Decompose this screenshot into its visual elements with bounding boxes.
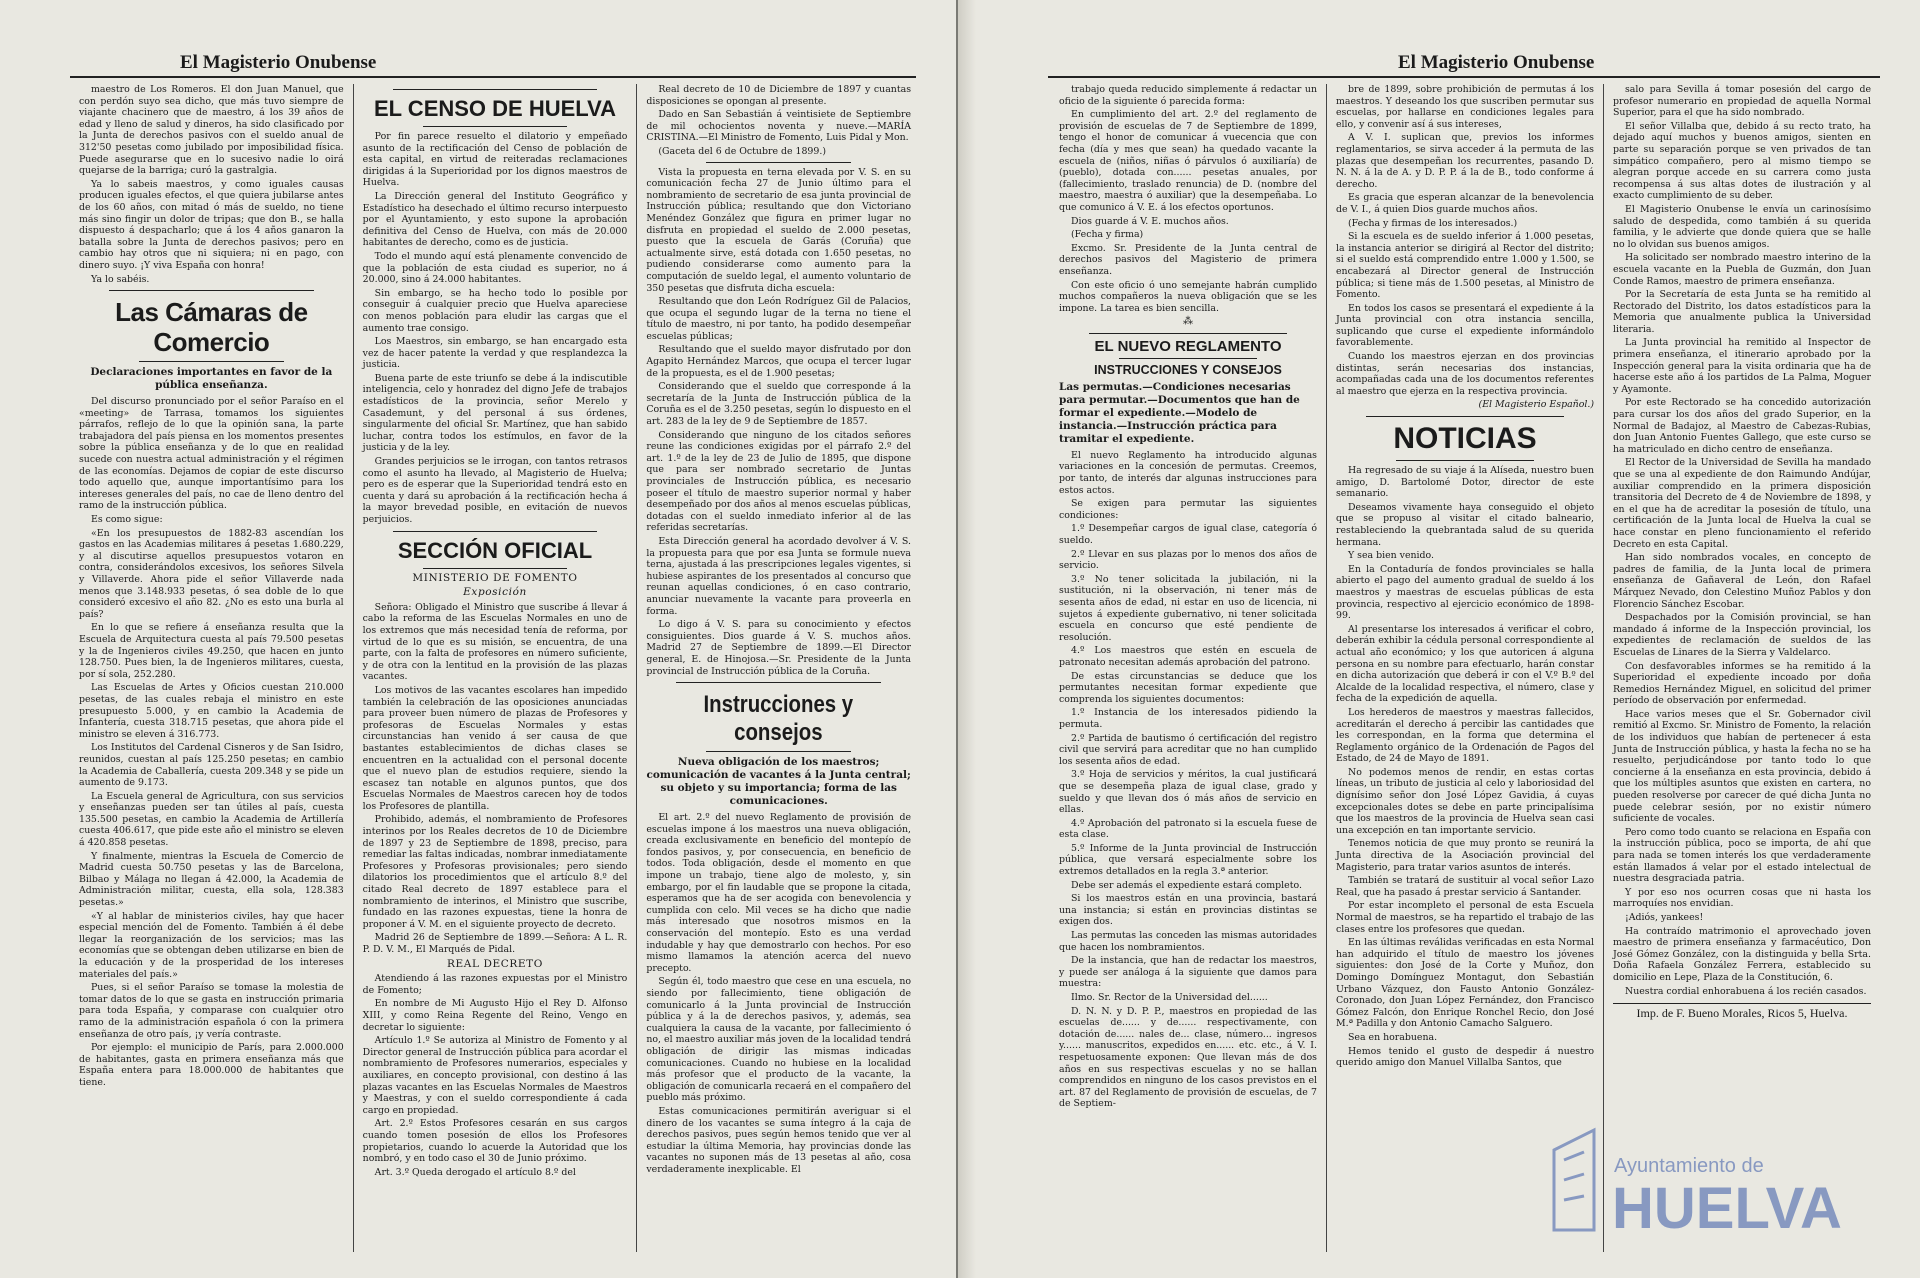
paragraph: Despachados por la Comisión provincial, se han mandado á informe de la Inspección provincial, los expedientes de reclamación de sueldos de las Escuelas de Linares de la Sierra y Valdelarco. [1613,612,1871,658]
divider [139,361,284,362]
paragraph: Los herederos de maestros y maestras fallecidos, acreditarán el derecho á percibir las cantidades que les correspondan, en la forma que determina el Reglamento orgánico de la Ordenación de Pagos del Estado, de 24 de Mayo de 1891. [1336,706,1594,765]
reglamento-heading: EL NUEVO REGLAMENTO [1094,337,1282,355]
reglamento-text [1059,450,1317,1110]
noticias-text [1336,465,1594,1069]
paragraph: Si la escuela es de sueldo inferior á 1.000 pesetas, la instancia anterior se dirigirá al Rector del distrito; si el sueldo está comprendido entre 1.000 y 1.500, se encabezará al Director general de Instrucción pública; si tiene más de 1.500 pesetas, al Ministro de Fomento. [1336,231,1594,301]
divider [676,682,881,683]
stamp-main-text: HUELVA [1612,1176,1842,1241]
divider [1089,333,1287,334]
paragraph: Cuando los maestros ejerzan en dos provincias distintas, serán necesarias dos instancias, acompañadas cada una de los documentos referentes al maestro que ejerza en la respectiva provincia. [1336,351,1594,397]
divider [1119,358,1257,359]
instrucciones-text [646,812,911,1175]
paragraph: Real decreto de 10 de Diciembre de 1897 y cuantas disposiciones se opongan al presente. [646,84,912,107]
paragraph: De la instancia, que han de redactar los maestros, y puede ser análoga á la siguiente que damos para muestra: [1059,955,1317,990]
paragraph: Señora: Obligado el Ministro que suscribe á llevar á cabo la reforma de las Escuelas Normales en uno de los extremos que más necesidad tenía de reforma, por virtud de lo que es su misión, se encuentra, de una parte, con la falta de profesores en número suficiente, y de otra con la lentitud en la provisión de las plazas vacantes. [362,601,628,683]
paragraph: Los Institutos del Cardenal Cisneros y de San Isidro, reunidos, cuestan al país 125.250 pesetas; en cambio la Academia de Caballería, cuesta 209.348 y se pide un aumento de 9.173. [79,742,344,789]
paragraph: Art. 3.º Queda derogado el artículo 8.º del [374,1166,576,1178]
header-rule [70,76,916,78]
paragraph: En todos los casos se presentará el expediente á la Junta provincial con otra instancia sencilla, suplicando que curse el expediente informándolo favorablemente. [1336,302,1594,349]
divider [1366,416,1564,417]
paragraph: Según él, todo maestro que cese en una escuela, no siendo por fallecimiento, tiene obligación de comunicarlo á la Junta provincial de Instrucción pública y á la de derechos pasivos, y, además, sea cualquiera la causa de la vacante, por fallecimiento ó no, el maestro auxiliar más joven de la localidad tendrá obligación de dirigir las mismas indicadas comunicaciones. Cuando no hubiese en la localidad más profesor que el producto de la vacante, la obligación de comunicarla recaerá en el compañero del pueblo más próximo. [646,976,912,1104]
ministerio-label: MINISTERIO DE FOMENTO [412,571,578,584]
reglamento-lead: Las permutas.—Condiciones necesarias para permutar.—Documentos que han de formar el expediente.—Modelo de instancia.—Instrucción práctica para tramitar el expediente. [1059,380,1300,445]
asterism: ⁂ [1183,316,1193,328]
paragraph: El art. 2.º del nuevo Reglamento de provisión de escuelas impone á los maestros una nueva obligación, creada exclusivamente en beneficio del montepío de fondos pasivos, y, por consecuencia, en beneficio de todos. Toda obligación, desde el momento en que impone un trabajo, tiene algo de molesto, y, sin embargo, por el fin laudable que se propone la citada, esperamos que ha de ser acogida con benevolencia y cumplida con celo. Mil veces se ha dicho que nadie más interesado que nosotros mismos en la conservación del montepío. Esto es una verdad indudable y hay que demostrarlo con hechos. Por eso mismo llamamos la atención acerca del nuevo precepto. [646,812,912,974]
paragraph: Resultando que don León Rodríguez Gil de Palacios, que ocupa el segundo lugar de la terna no tiene el título de maestro, ni por tanto, ha podido desempeñar escuelas públicas; [646,296,912,342]
paragraph: Con desfavorables informes se ha remitido á la Superioridad el expediente incoado por doña Remedios Hernández Miguel, en solicitud del primer período de observación por enfermedad. [1613,660,1871,707]
resolucion-text [646,167,911,678]
paragraph: Han sido nombrados vocales, en concepto de padres de familia, de la Junta local de primera enseñanza de Gañaveral de León, don Rafael Márquez Nevado, don Celestino Muñoz Pablos y don Florencio Sánchez Escobar. [1613,552,1871,610]
paragraph: Se exigen para permutar las siguientes condiciones: [1059,498,1317,521]
paragraph: bre de 1899, sobre prohibición de permutas á los maestros. Y deseando los que suscriben permutar sus escuelas, por hallarse en condiciones legales para ello, y convenir así á sus intereses, [1336,84,1594,130]
paragraph: «En los presupuestos de 1882-83 ascendían los gastos en las Academias militares á pesetas 1.680.229, y al discutirse aquellos presupuestos votaron en contra, considerándolos excesivos, los señores Silvela y Villaverde. Ahora pide el señor Villaverde nada menos que 3.148.933 pesetas, ó sea doble de lo que consideró excesivo el año 82. ¿No es esto una burla al país? [79,527,344,620]
paragraph: A V. I. suplican que, previos los informes reglamentarios, se sirva acceder á la permuta de las plazas que desempeñan los recurrentes, pasando D. N. N. á la de A. y D. P. P. á la de B., todo conforme á derecho. [1336,132,1594,190]
masthead-right: El Magisterio Onubense [1398,52,1595,73]
paragraph: Es como sigue: [91,514,163,526]
seccion-oficial-heading: SECCIÓN OFICIAL [397,537,593,563]
paragraph: D. N. N. y D. P. P., maestros en propiedad de las escuelas de...... y de...... respectivamente, con dotación de...... nales de... clase, número... ingresos y...... manuscritos, expedidos en...... etc. etc., á V. I. respetuosamente exponen: Que llevan más de dos años en sus respectivas escuelas y no se hallan comprendidos en ninguno de los casos previstos en el art. 87 del Reglamento de provisión de escuelas, de 7 de Septiem- [1059,1005,1317,1110]
camaras-heading: Las Cámaras de Comercio [115,297,308,358]
paragraph: Al presentarse los interesados á verificar el cobro, deberán exhibir la cédula personal correspondiente al actual año económico; y los que autoricen á alguna persona en su nombre para efectuarlo, harán constar en dicha autorización que deberá ir con el V.º B.º del Alcalde de la localidad respectiva, el número, clase y fecha de la expedición de aquella. [1336,623,1594,705]
paragraph: Ya lo sabeis maestros, y como iguales causas producen iguales efectos, el que quiera jubilarse antes de los 60 años, con mitad ó más de sueldo, no tiene más sino fingir un dolor de tripas; que don B., se halla dispuesto á despacharlo; que á los 4 años ganaron la batalla sobre la Junta de derechos pasivos; pero en cambio hay otros que ni siquiera; ni en pago, con dinero suyo. ¡Y viva España con honra! [79,178,344,271]
divider [393,531,598,532]
paragraph: De estas circunstancias se deduce que los permutantes necesitan formar expediente que comprenda los siguientes documentos: [1059,670,1317,705]
paragraph: 3.º No tener solicitada la jubilación, ni la sustitución, ni la observación, ni tener más de sesenta años de edad, ni estar en uso de licencia, ni sujetos á expediente gubernativo, ni tener solicitada escuela en concurso que esté pendiente de resolución. [1059,573,1317,643]
paragraph: 2.º Llevar en sus plazas por lo menos dos años de servicio. [1059,548,1317,572]
intro-text [79,84,344,285]
paragraph: Hemos tenido el gusto de despedir á nuestro querido amigo don Manuel Villalba Santos, que [1336,1045,1594,1069]
paragraph: «Y al hablar de ministerios civiles, hay que hacer especial mención del de Fomento. También á él debe llegar la reorganización de los servicios; mas las economías que se obtengan deben utilizarse en bien de la educación y de la prosperidad de los intereses materiales del país.» [79,910,344,980]
paragraph: Sin embargo, se ha hecho todo lo posible por conseguir á cualquier precio que Huelva apareciese con menos población para eludir las cargas que el aumento trae consigo. [362,287,628,334]
paragraph: Atendiendo á las razones expuestas por el Ministro de Fomento; [362,973,628,996]
decreto-end-text [646,84,911,158]
instancia-text [1336,84,1594,397]
instrucciones-subtitle: Nueva obligación de los maestros; comunicación de vacantes á la Junta central; su objeto y su importancia; forma de las comunicaciones. [646,756,911,808]
paragraph: Hace varios meses que el Sr. Gobernador civil remitió al Excmo. Sr. Ministro de Fomento, la relación de los individuos que habían de pertenecer á esta Junta de Instrucción pública, y hasta la fecha no se ha resuelto, perjudicándose por tanto todo lo que concierne á la enseñanza en esta provincia, debido á que los múltiples asuntos que existen en cartera, no pueden resolverse por carecer de qué dicha Junta no puede celebrar sesión, por no existir número suficiente de vocales. [1613,708,1871,825]
paragraph: Ya lo sabéis. [91,273,150,285]
real-decreto-label: REAL DECRETO [447,957,543,970]
paragraph: Considerando que el sueldo que corresponde á la secretaría de la Junta de Instrucción pública de la Coruña es el de 3.250 pesetas, según lo dispuesto en el art. 283 de la ley de 9 de Septiembre de 1857. [646,381,912,428]
paragraph: Prohibido, además, el nombramiento de Profesores interinos por los Reales decretos de 10 de Diciembre de 1897 y 23 de Septiembre de 1898, preciso, para remediar las faltas indicadas, nombrar inmediatamente Profesores y Profesoras provisionales; pero siendo dilatorios los procedimientos que el artículo 8.º del citado Real decreto de 1897 establece para el nombramiento de interinos, el Ministro que suscribe, fundado en las razones expuestas, tiene la honra de proponer á V. M. en el siguiente proyecto de decreto. [362,814,628,930]
paragraph: Ilmo. Sr. Rector de la Universidad del...... [1071,992,1268,1003]
noticias-continued-text [1613,84,1871,997]
paragraph: Grandes perjuicios se le irrogan, con tantos retrasos como el asunto ha llevado, al Magisterio de Huelva; pero es de esperar que la Superioridad tendrá esto en cuenta y dará su aprobación á la rectificación hecha á la mayor brevedad posible, en evitación de nuevos perjuicios. [362,456,628,525]
paragraph: Y sea bien venido. [1348,550,1435,562]
paragraph: La Escuela general de Agricultura, con sus servicios y enseñanzas pueden ser tan útiles al país, cuesta 135.500 pesetas, en cambio la Academia de Artillería cuesta 406.617, que pide este año el ministro se eleven á 420.858 pesetas. [79,790,344,849]
paragraph: El Magisterio Onubense le envía un carinosísimo saludo de despedida, como también á su querida familia, y le advierte que donde quiera que se halle no lo olvidan sus buenos amigos. [1613,203,1871,250]
paragraph: El Rector de la Universidad de Sevilla ha mandado que se una al expediente de don Raimundo Andújar, auxiliar comprendido en la primera disposición transitoria del Decreto de 4 de Noviembre de 1898, y en el que ha de acreditar la posesión de título, una certificación de la Junta local de Huelva la cual se hace constar en pleno funcionamiento el referido Decreto en esta Capital. [1613,457,1871,550]
paragraph: Ha regresado de su viaje á la Alíseda, nuestro buen amigo, D. Bartolomé Dotor, director de este semanario. [1336,465,1594,500]
paragraph: Madrid 26 de Septiembre de 1899.—Señora: A L. R. P. D. V. M., El Marqués de Pidal. [362,932,628,955]
paragraph: La Dirección general del Instituto Geográfico y Estadístico ha desechado el último recurso interpuesto por el Ayuntamiento, y esto supone la aprobación definitiva del Censo de Huelva, con más de 20.000 habitantes de derecho, como es de justicia. [362,190,628,249]
paragraph: Del discurso pronunciado por el señor Paraíso en el «meeting» de Tarrasa, tomamos los siguientes párrafos, reflejo de lo que la opinión sana, la parte trabajadora del país piensa en los momentos presentes sobre la pública enseñanza y de lo que en realidad sucede con nuestra actual administración y el régimen de las economías. Dejamos de copiar de este discurso todo aquello que, aunque importantísimo para los intereses generales del país, no cae de lleno dentro del ramo de la instrucción pública. [79,396,344,512]
paragraph: Y finalmente, mientras la Escuela de Comercio de Madrid cuesta 50.750 pesetas y las de Barcelona, Bilbao y Málaga no llegan á 42.000, la Academia de Administración militar, cuesta, ella sola, 128.383 pesetas.» [79,850,344,909]
camaras-subtitle: Declaraciones importantes en favor de la pública enseñanza. [90,366,333,392]
right-col-2 [1327,84,1604,1252]
paragraph: Artículo 1.º Se autoriza al Ministro de Fomento y al Director general de Instrucción pública para acordar el nombramiento de Profesores numerarios, especiales y auxiliares, en concepto provisional, con destino á las plazas vacantes en las Escuelas Normales de Maestros y Maestras, y con el sueldo correspondiente á cada cargo en propiedad. [362,1035,628,1116]
paragraph: 5.º Informe de la Junta provincial de Instrucción pública, que versará especialmente sobre los extremos detallados en la regla 3.ª anterior. [1059,842,1317,878]
paragraph: Todo el mundo aquí está plenamente convencido de que la población de esta ciudad es superior, no á 20.000, sino á 24.000 habitantes. [362,250,628,286]
paragraph: Por este Rectorado se ha concedido autorización para cursar los dos años del grado Superior, en la Normal de Badajoz, al Maestro de Cabezas-Rubias, don Juan Antonio Fuentes Gallego, que este curso se ha matriculado en dicho centro de enseñanza. [1613,397,1871,455]
paragraph: salo para Sevilla á tomar posesión del cargo de profesor numerario en propiedad de aquella Normal Superior, para el que ha sido nombrado. [1613,84,1871,119]
paragraph: 1.º Instancia de los interesados pidiendo la permuta. [1059,707,1317,730]
divider [706,162,851,163]
paragraph: En cumplimiento del art. 2.º del reglamento de provisión de escuelas de 7 de Septiembre de 1899, tengo el honor de comunicar á vuecencia que con fecha (día y mes que sean) ha quedado vacante la escuela de (niños, niñas ó párvulos ó auxiliaría) de (pueblo), dotada con...... pesetas anuales, por (fallecimiento, traslado renuncia) de D. (nombre del maestro, maestra ó auxiliar) que la desempeñaba. Lo que comunico á V. E. á los efectos oportunos. [1059,109,1317,213]
paragraph: Excmo. Sr. Presidente de la Junta central de derechos pasivos del Magisterio de primera enseñanza. [1059,242,1317,277]
censo-text [363,131,628,526]
camaras-text [79,396,344,1088]
right-col-1 [1050,84,1327,1252]
paragraph: Dado en San Sebastián á veintisiete de Septiembre de mil ochocientos noventa y nueve.—MARÍA CRISTINA.—El Ministro de Fomento, Luis Pidal y Mon. [646,109,912,144]
paragraph: Por fin parece resuelto el dilatorio y empeñado asunto de la rectificación del Censo de población de esta capital, en virtud de reiteradas reclamaciones dirigidas á la Superioridad por los dignos maestros de Huelva. [362,131,628,189]
left-col-3 [637,84,920,1252]
divider [706,751,851,752]
page-fold [958,0,976,1278]
paragraph: Pues, si el señor Paraíso se tomase la molestia de tomar datos de lo que se gasta en instrucción primaria para toda España, y comparase con cualquier otro ramo de la administración española ó con la primera enseñanza de otro país, ¡y vería contraste. [79,982,344,1040]
paragraph: Ha contraído matrimonio el aprovechado joven maestro de primera enseñanza y farmacéutico, Don José Gómez González, con la distinguida y bella Srta. Doña Rafaela González Ferrera, establecido su domicilio en Lepe, Plaza de la Constitución, 6. [1613,925,1871,983]
paragraph: Vista la propuesta en terna elevada por V. S. en su comunicación fecha 27 de Junio último para el nombramiento de secretario de esa junta provincial de Instrucción pública; resultando que don Victoriano Menéndez González que figura en primer lugar no disfruta en propiedad el sueldo de 2.000 pesetas, puesto que la escuela de Garás (Coruña) que actualmente sirve, está dotada con 1.650 pesetas, no pudiendo considerarse como aumento para la computación de sueldo legal, el aumento voluntario de 350 pesetas que disfruta dicha escuela: [646,166,912,294]
paragraph: En lo que se refiere á enseñanza resulta que la Escuela de Arquitectura cuesta al país 79.500 pesetas y la de Ingenieros civiles 49.250, que hacen en junto 128.750. Pues bien, la de Ingenieros militares, cuesta, por sí sola, 252.280. [79,622,344,680]
paragraph: 4.º Los maestros que estén en escuela de patronato necesitan además aprobación del patrono. [1059,645,1317,668]
paragraph: La Junta provincial ha remitido al Inspector de primera enseñanza, el itinerario aprobado por la Inspección general para la visita ordinaria que ha de hacerse este año á los partidos de La Palma, Moguer y Ayamonte. [1613,337,1871,395]
paragraph: El señor Villalba que, debido á su recto trato, ha dejado aquí muchos y buenos amigos, sienten en parte su separación porque se ven privados de tan simpático compañero, pero al mismo tiempo se alegran porque accede en su carrera como justa recompensa á sus altas dotes de ilustración y al exacto cumplimiento de su deber. [1613,120,1871,202]
paragraph: Art. 2.º Estos Profesores cesarán en sus cargos cuando tomen posesión de ellos los Profesores propietarios, cuando lo acuerde la Autoridad que los nombró, y en todo caso el 30 de Junio próximo. [362,1118,628,1165]
paragraph: Nuestra cordial enhorabuena á los recién casados. [1625,985,1867,997]
paragraph: Lo digo á V. S. para su conocimiento y efectos consiguientes. Dios guarde á V. S. muchos años. Madrid 27 de Septiembre de 1899.—El Director general, E. de Hinojosa.—Sr. Presidente de la Junta provincial de Instrucción pública de la Coruña. [646,619,912,677]
paragraph: Deseamos vivamente haya conseguido el objeto que se propuso al visitar el citado balneario, restableciendo la quebrantada salud de su querida hermana. [1336,501,1594,548]
header-rule [1048,76,1880,78]
paragraph: Ha solicitado ser nombrado maestro interino de la escuela vacante en la Puebla de Guzmán, don Juan Conde Ramos, maestro de primera enseñanza. [1613,252,1871,287]
paragraph: Dios guarde á V. E. muchos años. [1071,215,1229,227]
paragraph: 1.º Desempeñar cargos de igual clase, categoría ó sueldo. [1059,523,1317,547]
paragraph: También se tratará de sustituir al vocal señor Lazo Real, que ha pasado á prestar servicio á Santander. [1336,875,1594,898]
right-page [958,0,1920,1278]
paragraph: Si los maestros están en una provincia, bastará una instancia; si están en provincias distintas se exigen dos. [1059,893,1317,928]
printer-imprint: Imp. de F. Bueno Morales, Ricos 5, Huelva. [1613,1003,1871,1020]
paragraph: Por ejemplo: el municipio de París, para 2.000.000 de habitantes, gasta en primera enseñanza más que España entera para 18.000.000 de habitantes que tiene. [79,1042,344,1088]
exposicion-text [363,602,628,956]
paragraph: 2.º Partida de bautismo ó certificación del registro civil que servirá para acreditar que no han cumplido los sesenta años de edad. [1059,732,1317,767]
paragraph: Por estar incompleto el personal de esta Escuela Normal de maestros, se ha repartido el trabajo de las clases entre los profesores que quedan. [1336,900,1594,935]
right-col-3 [1604,84,1880,1252]
masthead-left: El Magisterio Onubense [180,52,377,73]
paragraph: Y por eso nos ocurren cosas que ni hasta los marroquíes nos envidian. [1613,886,1871,910]
paragraph: Considerando que ninguno de los citados señores reune las condiciones exigidas por el párrafo 2.º del art. 1.º de la ley de 23 de Julio de 1895, que dispone que para ser nombrado secretario de Juntas provinciales de Instrucción pública, es necesario poseer el título de maestro superior normal y haber desempeñado por dos años al menos escuelas públicas, dotadas con el sueldo inmediato inferior al de las referidas secretarías. [646,429,912,534]
paragraph: El nuevo Reglamento ha introducido algunas variaciones en la concesión de permutas. Creemos, por tanto, de interés dar algunas instrucciones para estos actos. [1059,449,1317,496]
paragraph: Las Escuelas de Artes y Oficios cuestan 210.000 pesetas, de las cuales rebaja el ministro en este presupuesto 5.000, y en cambio la Academia de Infantería, cuesta 318.715 pesetas, que ahora pide el ministro se eleven á 316.773. [79,682,344,740]
divider [109,290,314,291]
paragraph: Sea en horabuena. [1348,1031,1438,1043]
paragraph: Esta Dirección general ha acordado devolver á V. S. la propuesta para que por esa Junta se formule nueva terna, ajustada á las prescripciones legales vigentes, si hubiese aspirantes de los presentados al concurso que reunan aquellas condiciones, ó en caso contrario, anunciar nuevamente la vacante para proveerla en forma. [646,535,912,617]
left-page [0,0,958,1278]
paragraph: ¡Adiós, yankees! [1625,911,1704,923]
reglamento-subtitle: INSTRUCCIONES Y CONSEJOS [1094,362,1282,377]
paragraph: trabajo queda reducido simplemente á redactar un oficio de la siguiente ó parecida forma: [1059,84,1317,107]
exposicion-label: Exposición [463,586,527,599]
paragraph: Es gracia que esperan alcanzar de la benevolencia de V. I., á quien Dios guarde muchos años. [1336,192,1594,215]
left-col-2 [354,84,638,1252]
paragraph: Por la Secretaría de esta Junta se ha remitido al Rectorado del Distrito, los datos estadísticos para la Memoria que anualmente publica la Universidad literaria. [1613,289,1871,335]
left-col-1 [70,84,354,1252]
real-decreto-text [363,973,628,1178]
oficio-text [1059,84,1317,314]
paragraph: Resultando que el sueldo mayor disfrutado por don Agapito Hernández Marcos, que ocupa el tercer lugar de la propuesta, es el de 1.900 pesetas; [646,344,912,379]
paragraph: 3.º Hoja de servicios y méritos, la cual justificará que se desempeña plaza de igual clase, grado y sueldo y que llevan dos ó más años de servicio en ellas. [1059,769,1317,816]
paragraph: Las permutas las conceden las mismas autoridades que hacen los nombramientos. [1059,930,1317,953]
paragraph: maestro de Los Romeros. El don Juan Manuel, que con perdón suyo sea dicho, que más tuvo siempre de viajante chacinero que de maestro, á los 39 años de edad y lleno de salud y dineros, ha sido clasificado por la Junta de derechos pasivos con el sueldo anual de 312'50 pesetas como jubilado por imposibilidad física. Puede asegurarse que en lo sucesivo nadie lo oirá quejarse de la barriga; curó la gastralgia. [79,84,344,177]
divider [423,568,568,569]
right-columns [1050,84,1880,1252]
stamp-top-text: Ayuntamiento de [1614,1155,1764,1177]
left-columns [70,84,920,1252]
divider [423,126,568,127]
archive-watermark-stamp [1534,1110,1854,1260]
source-credit: (El Magisterio Español.) [1478,399,1594,411]
noticias-heading: NOTICIAS [1393,422,1537,456]
paragraph: Pero como todo cuanto se relaciona en España con la instrucción pública, poco se importa, de ahí que para nada se tomen interés los que verdaderamente están llamados á velar por el estado intelectual de nuestra desgraciada patria. [1613,826,1871,885]
paragraph: Tenemos noticia de que muy pronto se reunirá la Junta directiva de la Asociación provincial del Magisterio, para tratar varios asuntos de interés. [1336,838,1594,873]
paragraph: Debe ser además el expediente estará completo. [1071,879,1302,891]
paragraph: En nombre de Mi Augusto Hijo el Rey D. Alfonso XIII, y como Reina Regente del Reino, Vengo en decretar lo siguiente: [362,998,628,1033]
paragraph: En las últimas reválidas verificadas en esta Normal han adquirido el título de maestro los jóvenes siguientes: don José de la Corte y Muñoz, don Domingo Domínguez Montagut, don Sebastián Urbano Vázquez, don Fausto Antonio González-Coronado, don Juan López Fernández, don Francisco Gómez Falcón, don Enrique Ronchel Recio, don José M.ª Padilla y don Antonio Camacho Salguero. [1336,937,1594,1030]
paragraph: Estas comunicaciones permitirán averiguar si el dinero de los vacantes se suma íntegro á la caja de derechos pasivos, pues según hemos tenido que ver al estudiar la última Memoria, hay provincias donde las vacantes no suponen más de 13 pesetas al año, cosa verdaderamente inexplicable. El [646,1105,912,1175]
paragraph: No podemos menos de rendir, en estas cortas líneas, un tributo de justicia al celo y laboriosidad del dignísimo señor don José López Gavidia, á cuyas excepcionales dotes se debe en parte principalísima que los maestros de la provincia de Huelva sean casi una excepción en tan importante servicio. [1336,766,1594,836]
divider [393,89,598,90]
paragraph: 4.º Aprobación del patronato si la escuela fuese de esta clase. [1059,817,1317,841]
censo-heading: EL CENSO DE HUELVA [373,96,617,121]
divider [1396,460,1534,461]
paragraph: En la Contaduría de fondos provinciales se halla abierto el pago del aumento gradual de sueldo á los maestros y maestras de escuelas públicas de esta provincia, respectivo al ejercicio económico de 1898-99. [1336,563,1594,622]
paragraph: (Fecha y firmas de los interesados.) [1348,217,1518,229]
paragraph: Con este oficio ó uno semejante habrán cumplido muchos compañeros la nueva obligación que se les impone. La tarea es bien sencilla. [1059,279,1317,314]
paragraph: Buena parte de este triunfo se debe á la indiscutible inteligencia, celo y honradez del digno Jefe de trabajos estadísticos de la provincia, señor Merelo y Casademunt, y del personal á sus órdenes, singularmente del oficial Sr. Martínez, que han sabido luchar, contra todos los estímulos, en favor de la justicia y de la ley. [362,372,628,454]
paragraph: Los motivos de las vacantes escolares han impedido también la celebración de las oposiciones anunciadas para proveer buen número de plazas de Profesores y profesoras de Escuelas Normales y estas circunstancias han venido á ser causa de que bastantes establecimientos de dichas clases se encuentren en la actualidad con el personal docente que el nuevo plan de estudios requiere, siendo la escasez tan notable en algunos puntos, que dos Escuelas Normales de Maestros carecen hoy de todos los Profesores de plantilla. [362,684,628,812]
paragraph: (Fecha y firma) [1071,229,1144,241]
instrucciones-heading: Instrucciones y consejos [703,691,854,747]
paragraph: (Gaceta del 6 de Octubre de 1899.) [658,145,826,157]
paragraph: Los Maestros, sin embargo, se han encargado esta vez de hacer patente la verdad y que resplandezca la justicia. [362,336,628,371]
